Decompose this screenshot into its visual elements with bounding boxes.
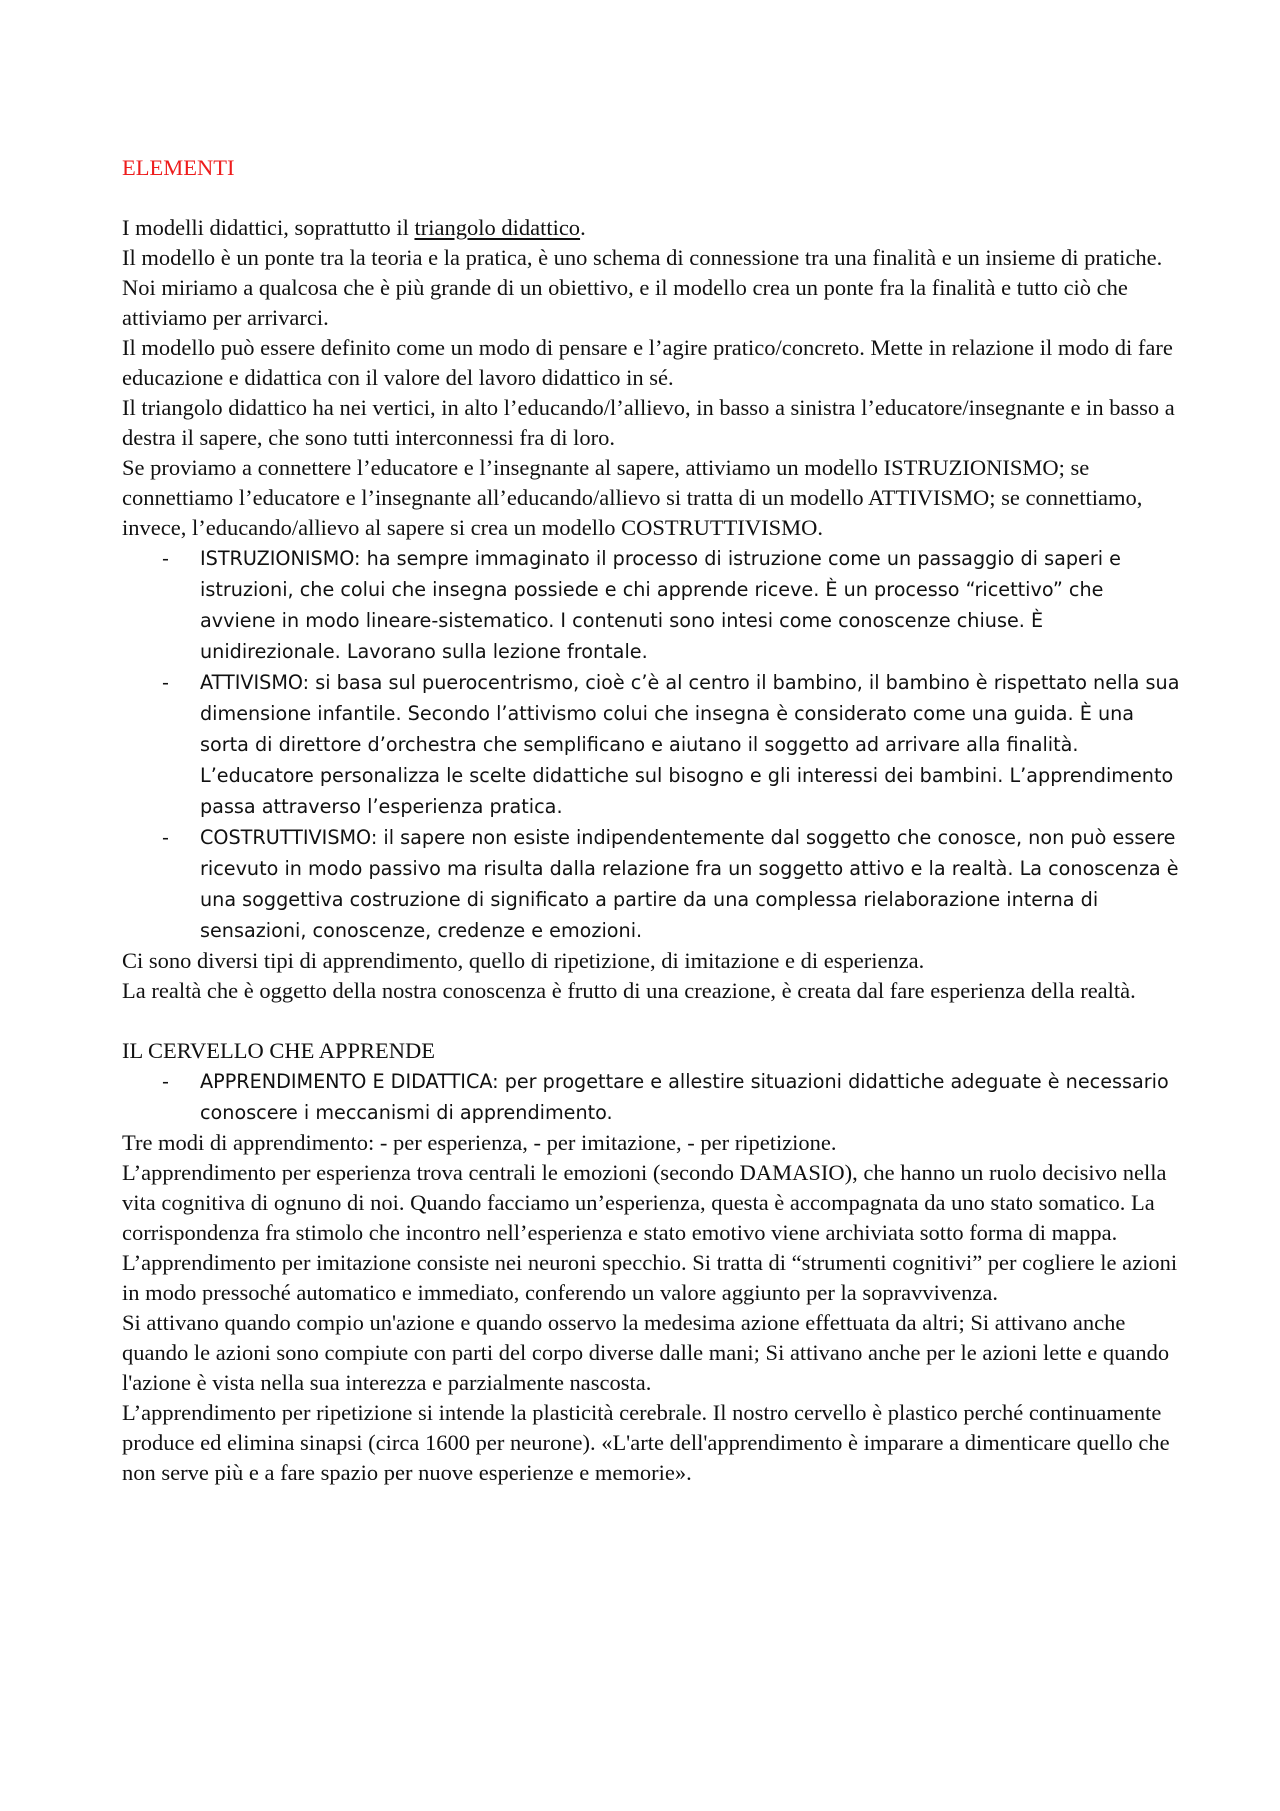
list-item-apprendimento-didattica [122, 1066, 1182, 1128]
paragraph: Il modello è un ponte tra la teoria e la pratica, è uno schema di connessione tra una finalità e un insieme di pratiche. [122, 245, 1163, 270]
blank-line [122, 1006, 1182, 1036]
paragraph: Tre modi di apprendimento: - per esperienza, - per imitazione, - per ripetizione. [122, 1130, 837, 1155]
list-dash-marker: - [162, 1070, 169, 1093]
intro-paragraph [122, 213, 1182, 243]
list-item-attivismo [122, 667, 1182, 822]
document-title: ELEMENTI [122, 155, 235, 180]
list-dash-marker: - [162, 547, 169, 570]
list-item-text: APPRENDIMENTO E DIDATTICA: per progettare e allestire situazioni didattiche adeguate è necessario conoscere i meccanismi di apprendimento. [200, 1070, 1169, 1124]
paragraph: Il triangolo didattico ha nei vertici, in alto l’educando/l’allievo, in basso a sinistra l’educatore/insegnante e in basso a destra il sapere, che sono tutti interconnessi fra di loro. [122, 395, 1175, 450]
list-item-text: COSTRUTTIVISMO: il sapere non esiste indipendentemente dal soggetto che conosce, non può essere ricevuto in modo passivo ma risulta dalla relazione fra un soggetto attivo e la realtà. La conoscenza è una soggettiva costruzione di significato a partire da una complessa rielaborazione interna di sensazioni, conoscenze, credenze e emozioni. [200, 826, 1179, 942]
intro-suffix: . [580, 215, 586, 240]
document-page [122, 153, 1182, 1488]
paragraph: L’apprendimento per esperienza trova centrali le emozioni (secondo DAMASIO), che hanno un ruolo decisivo nella vita cognitiva di ognuno di noi. Quando facciamo un’esperienza, questa è accompagnata da uno stato somatico. La corrispondenza fra stimolo che incontro nell’esperienza e stato emotivo viene archiviata sotto forma di mappa. [122, 1160, 1167, 1245]
triangolo-didattico-link[interactable]: triangolo didattico [414, 215, 581, 240]
list-dash-marker: - [162, 826, 169, 849]
section-heading: IL CERVELLO CHE APPRENDE [122, 1038, 435, 1063]
paragraph: Si attivano quando compio un'azione e quando osservo la medesima azione effettuata da altri; Si attivano anche quando le azioni sono compiute con parti del corpo diverse dalle mani; Si attivano anche per le azioni lette e quando l'azione è vista nella sua interezza e parzialmente nascosta. [122, 1310, 1170, 1395]
paragraph: L’apprendimento per imitazione consiste nei neuroni specchio. Si tratta di “strumenti cognitivi” per cogliere le azioni in modo pressoché automatico e immediato, conferendo un valore aggiunto per la sopravvivenza. [122, 1250, 1178, 1305]
intro-prefix: I modelli didattici, soprattutto il [122, 215, 415, 240]
paragraph: Se proviamo a connettere l’educatore e l’insegnante al sapere, attiviamo un modello ISTRUZIONISMO; se connettiamo l’educatore e l’insegnante all’educando/allievo si tratta di un modello ATTIVISMO; se connettiamo, invece, l’educando/allievo al sapere si crea un modello COSTRUTTIVISMO. [122, 455, 1143, 540]
paragraph: Ci sono diversi tipi di apprendimento, quello di ripetizione, di imitazione e di esperienza. [122, 948, 925, 973]
paragraph: La realtà che è oggetto della nostra conoscenza è frutto di una creazione, è creata dal fare esperienza della realtà. [122, 978, 1136, 1003]
list-item-istruzionismo [122, 543, 1182, 667]
list-item-costruttivismo [122, 822, 1182, 946]
didattica-list [122, 1066, 1182, 1128]
paragraph: Noi miriamo a qualcosa che è più grande di un obiettivo, e il modello crea un ponte fra la finalità e tutto ciò che attiviamo per arrivarci. [122, 275, 1128, 330]
paragraph: L’apprendimento per ripetizione si intende la plasticità cerebrale. Il nostro cervello è plastico perché continuamente produce ed elimina sinapsi (circa 1600 per neurone). «L'arte dell'apprendimento è imparare a dimenticare quello che non serve più e a fare spazio per nuove esperienze e memorie». [122, 1400, 1170, 1485]
blank-line [122, 183, 1182, 213]
list-item-text: ISTRUZIONISMO: ha sempre immaginato il processo di istruzione come un passaggio di saperi e istruzioni, che colui che insegna possiede e chi apprende riceve. È un processo “ricettivo” che avviene in modo lineare-sistematico. I contenuti sono intesi come conoscenze chiuse. È unidirezionale. Lavorano sulla lezione frontale. [200, 547, 1121, 663]
paragraph: Il modello può essere definito come un modo di pensare e l’agire pratico/concreto. Mette in relazione il modo di fare educazione e didattica con il valore del lavoro didattico in sé. [122, 335, 1173, 390]
list-dash-marker: - [162, 671, 169, 694]
models-list [122, 543, 1182, 946]
list-item-text: ATTIVISMO: si basa sul puerocentrismo, cioè c’è al centro il bambino, il bambino è rispettato nella sua dimensione infantile. Secondo l’attivismo colui che insegna è considerato come una guida. È una sorta di direttore d’orchestra che semplificano e aiutano il soggetto ad arrivare alla finalità. L’educatore personalizza le scelte didattiche sul bisogno e gli interessi dei bambini. L’apprendimento passa attraverso l’esperienza pratica. [200, 671, 1180, 818]
